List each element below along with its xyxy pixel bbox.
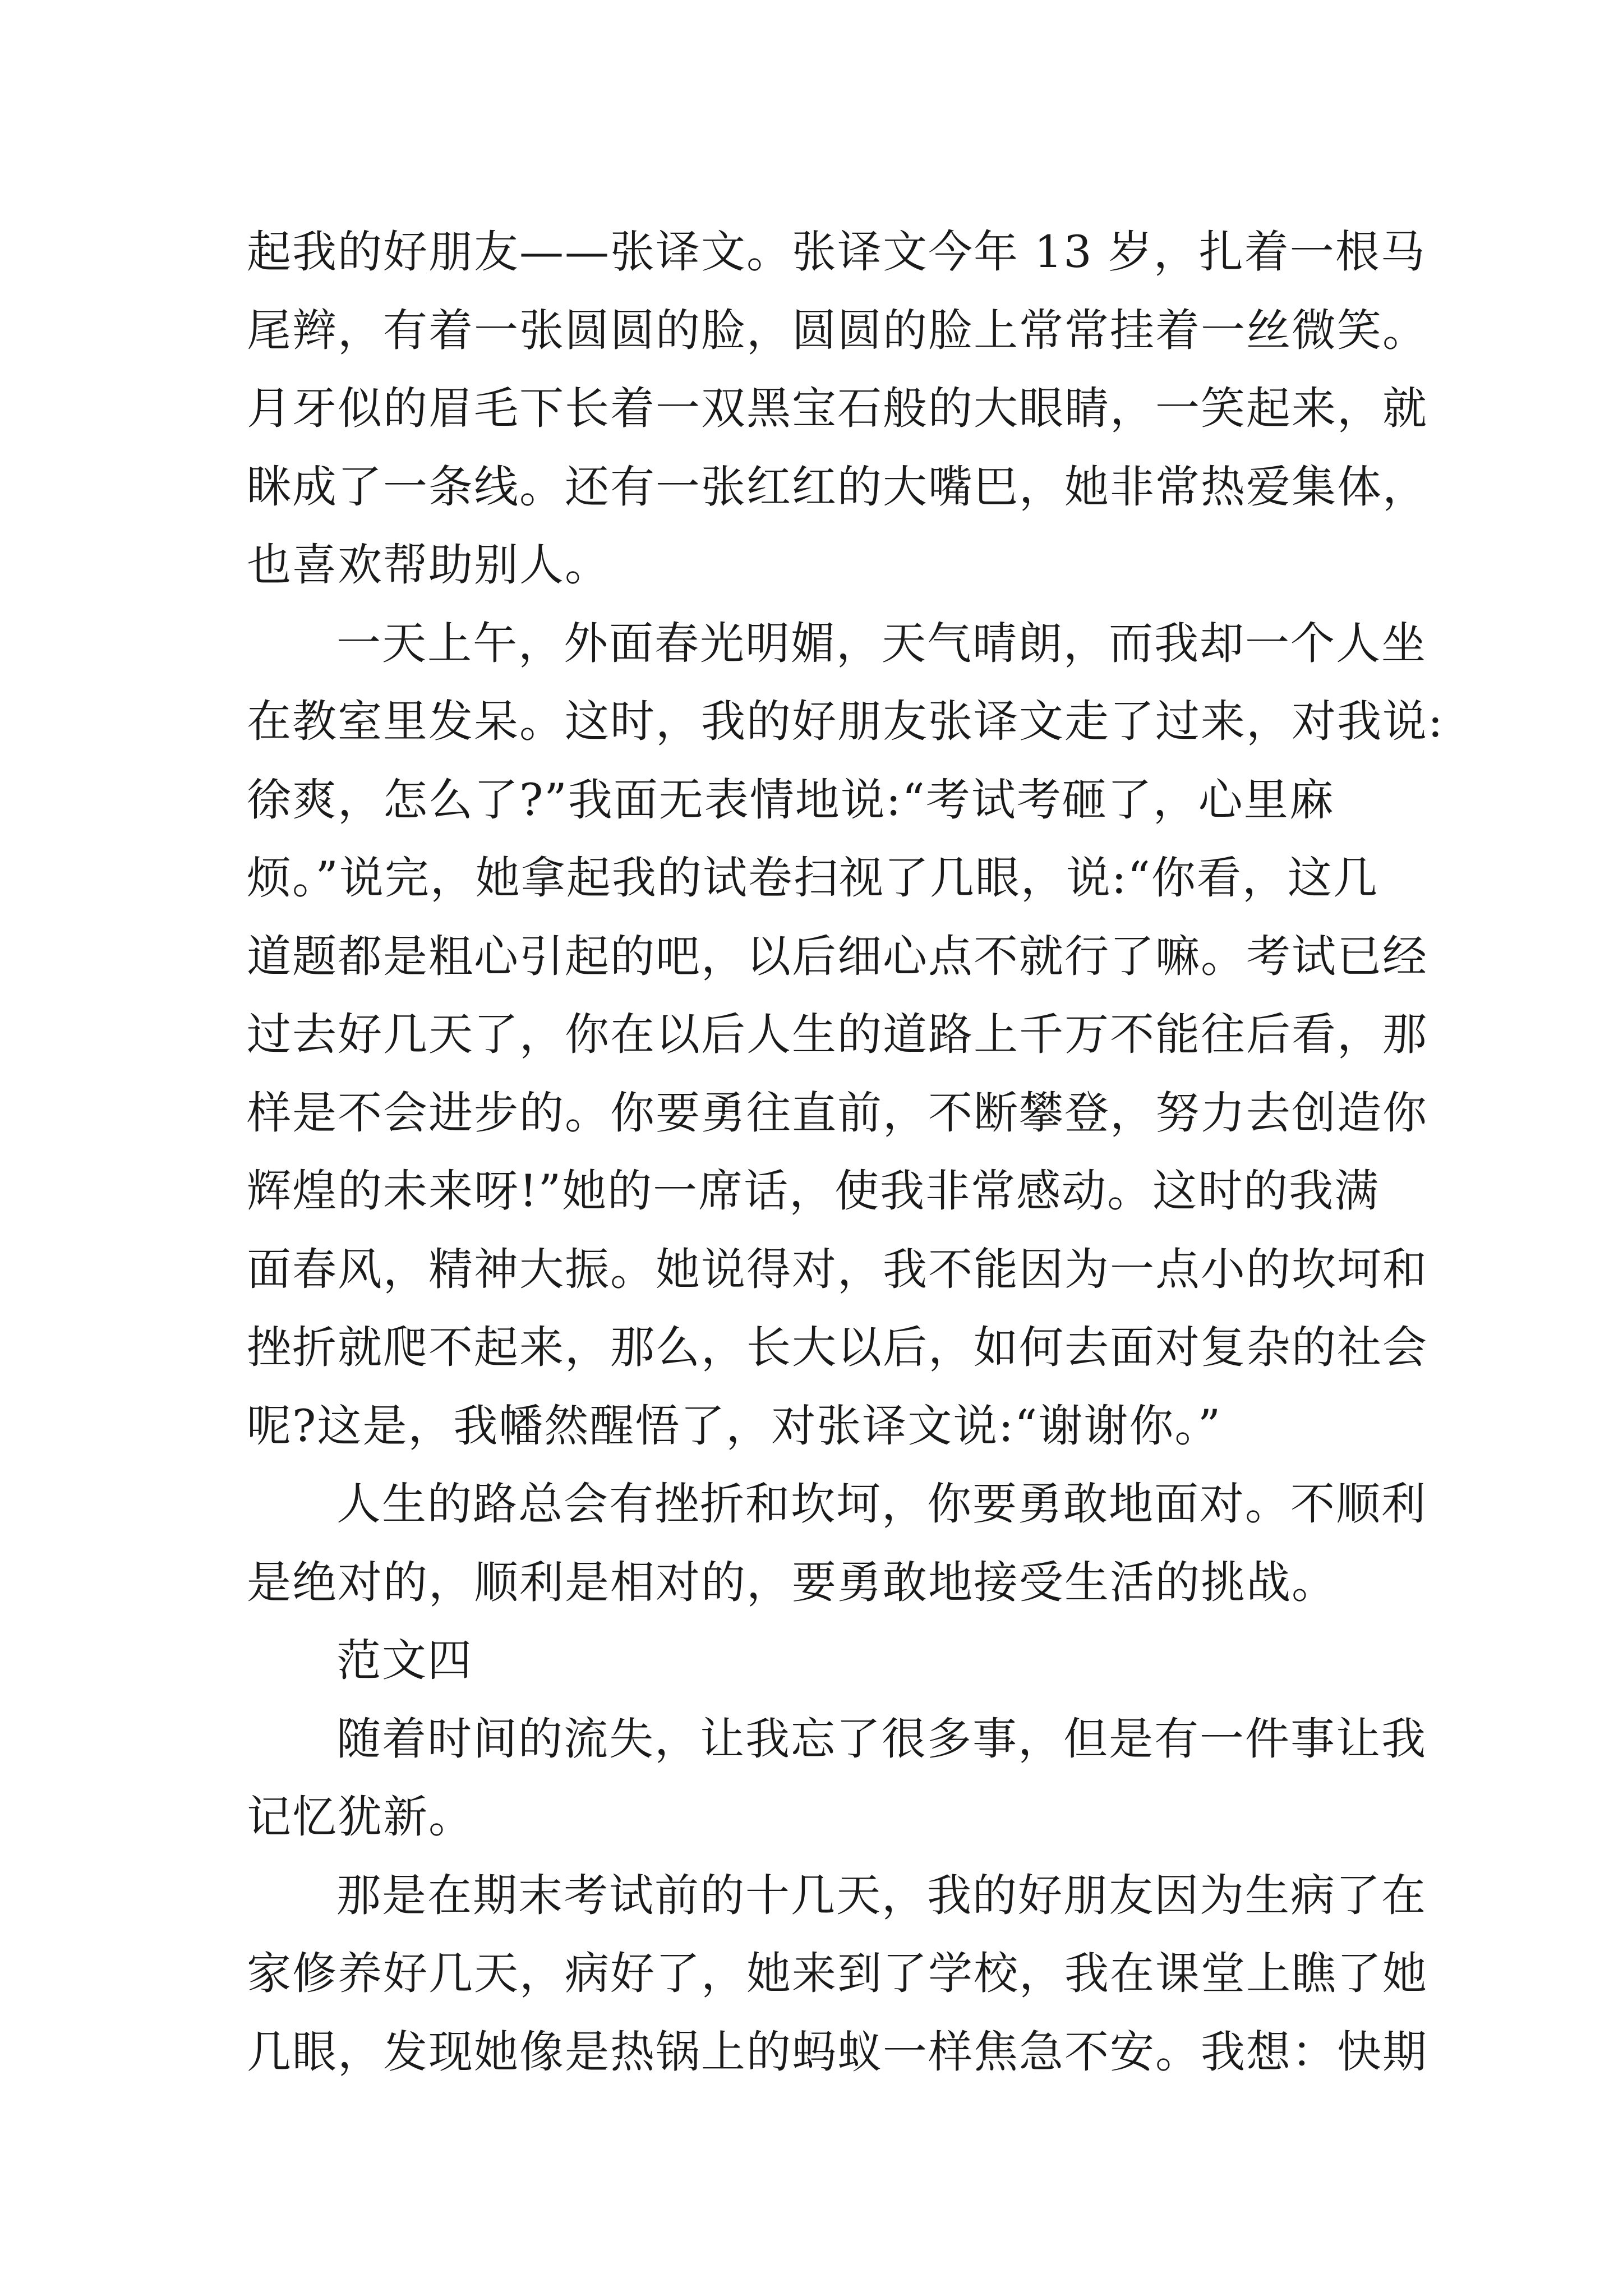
section-heading: 范文四 [336, 1635, 473, 1686]
text-line-13: 辉煌的未来呀!”她的一席话，使我非常感动。这时的我满 [247, 1165, 1380, 1217]
document-body [247, 213, 1444, 2091]
text-line-1: 起我的好朋友——张译文。张译文今年 13 岁，扎着一根马 [247, 226, 1426, 278]
text-line-20: 随着时间的流失，让我忘了很多事，但是有一件事让我 [336, 1713, 1427, 1765]
text-line-6: 一天上午，外面春光明媚，天气晴朗，而我却一个人坐 [336, 617, 1427, 669]
text-line-12: 样是不会进步的。你要勇往直前，不断攀登，努力去创造你 [247, 1087, 1428, 1139]
text-line-21: 记忆犹新。 [247, 1791, 474, 1843]
text-line-16: 呢?这是，我幡然醒悟了，对张译文说:“谢谢你。” [247, 1400, 1222, 1452]
text-line-15: 挫折就爬不起来，那么，长大以后，如何去面对复杂的社会 [247, 1322, 1428, 1373]
text-line-23: 家修养好几天，病好了，她来到了学校，我在课堂上瞧了她 [247, 1948, 1428, 1999]
text-line-22: 那是在期末考试前的十几天，我的好朋友因为生病了在 [336, 1869, 1427, 1921]
text-line-18: 是绝对的，顺利是相对的，要勇敢地接受生活的挑战。 [247, 1556, 1337, 1608]
text-line-10: 道题都是粗心引起的吧，以后细心点不就行了嘛。考试已经 [247, 930, 1428, 982]
text-line-8: 徐爽，怎么了?”我面无表情地说:“考试考砸了，心里麻 [247, 774, 1335, 826]
text-line-3: 月牙似的眉毛下长着一双黑宝石般的大眼睛，一笑起来，就 [247, 383, 1428, 434]
text-line-9: 烦。”说完，她拿起我的试卷扫视了几眼，说:“你看，这几 [247, 852, 1378, 904]
text-line-5: 也喜欢帮助别人。 [247, 539, 610, 591]
text-line-7: 在教室里发呆。这时，我的好朋友张译文走了过来，对我说: [247, 696, 1444, 747]
text-line-11: 过去好几天了，你在以后人生的道路上千万不能往后看，那 [247, 1009, 1428, 1060]
text-line-24: 几眼，发现她像是热锅上的蚂蚁一样焦急不安。我想：快期 [247, 2026, 1428, 2078]
text-line-14: 面春风，精神大振。她说得对，我不能因为一点小的坎坷和 [247, 1243, 1428, 1295]
text-line-17: 人生的路总会有挫折和坎坷，你要勇敢地面对。不顺利 [336, 1478, 1427, 1530]
text-line-4: 眯成了一条线。还有一张红红的大嘴巴，她非常热爱集体， [247, 461, 1428, 513]
text-line-2: 尾辫，有着一张圆圆的脸，圆圆的脸上常常挂着一丝微笑。 [247, 304, 1428, 356]
